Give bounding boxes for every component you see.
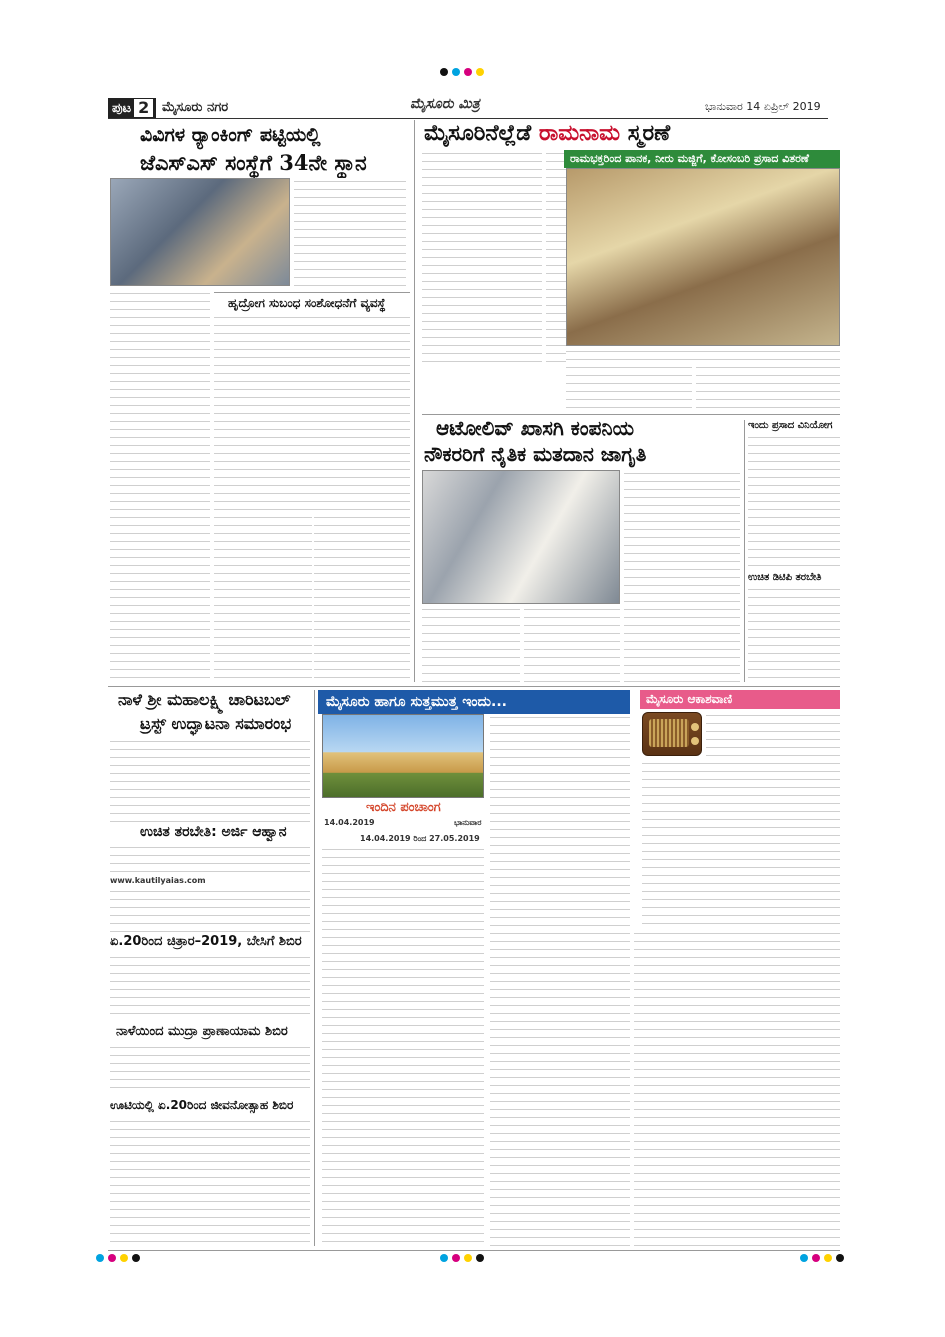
reg-dot-cyan [452,68,460,76]
registration-marks-bottom-right [800,1254,844,1262]
registration-marks-bottom-center [440,1254,484,1262]
story3-body-col3 [566,364,692,412]
story5-headline-2: ಟ್ರಸ್ಟ್ ಉದ್ಘಾಟನಾ ಸಮಾರಂಭ [140,714,292,733]
reg-dot-black-3 [476,1254,484,1262]
left-brief-1-body [110,844,310,874]
reg-dot-yellow-3 [464,1254,472,1262]
story4-body-col1 [624,470,740,682]
reg-dot-black [440,68,448,76]
issue-date: ಭಾನುವಾರ 14 ಏಪ್ರಿಲ್ 2019 [705,100,821,113]
page-badge [108,98,156,118]
story4-body-col3 [524,606,620,682]
left-brief-4-title: ಊಟಿಯಲ್ಲಿ ಏ.20ರಿಂದ ಜೀವನೋತ್ಸಾಹ ಶಿಬಿರ [110,1098,294,1112]
panchanga-range: 14.04.2019 ರಿಂದ 27.05.2019 [360,834,480,843]
radio-grille [649,719,689,747]
story1-body-col3 [314,514,410,682]
left-brief-4-body [110,1118,310,1246]
panchanga-title: ಇಂದಿನ ಪಂಚಾಂಗ [366,800,441,815]
left-brief-1-body-2 [110,888,310,932]
story3-body-col4 [696,364,840,412]
brief-prasada-title: ಇಂದು ಪ್ರಸಾದ ವಿನಿಯೋಗ [748,420,833,431]
left-brief-1-title: ಉಚಿತ ತರಬೇತಿ: ಅರ್ಜಿ ಆಹ್ವಾನ [140,824,287,840]
events-col2 [490,714,630,1246]
story4-headline-2: ನೌಕರರಿಗೆ ನೈತಿಕ ಮತದಾನ ಜಾಗೃತಿ [424,442,647,466]
story4-top-rule [422,414,840,415]
brief-dtp-title: ಉಚಿತ ಡಿಟಿಪಿ ತರಬೇತಿ [748,572,822,583]
mid-page-rule [108,686,840,687]
story1-photo [110,178,290,286]
left-brief-2-title: ಏ.20ರಿಂದ ಚಿತ್ರಾರ–2019, ಬೇಸಿಗೆ ಶಿಬಿರ [110,934,302,949]
reg-dot-cyan-3 [440,1254,448,1262]
story1-photo-caption [294,178,406,286]
story3-photo-caption [566,348,840,362]
reg-dot-magenta-3 [452,1254,460,1262]
story3-headline [424,120,670,146]
story1-headline-2: ಜೆಎಸ್‌ಎಸ್ ಸಂಸ್ಥೆಗೆ 34ನೇ ಸ್ಥಾನ [140,150,367,175]
reg-dot-yellow-2 [120,1254,128,1262]
registration-marks-top [440,68,484,76]
panchanga-date: 14.04.2019 [324,818,375,827]
story2-headline: ಹೃದ್ರೋಗ ಸುಬಂಧ ಸಂಶೋಧನೆಗೆ ವ್ಯವಸ್ಥೆ [228,296,386,310]
radio-knob-2 [691,737,699,745]
reg-dot-black-2 [132,1254,140,1262]
brief-dtp-body [748,586,840,682]
column-divider-3 [314,690,315,1246]
reg-dot-yellow [476,68,484,76]
story3-photo [566,168,840,346]
story1-body-col2 [214,514,312,682]
story3-headline-part2: ರಾಮನಾಮ [538,120,621,146]
reg-dot-cyan-2 [96,1254,104,1262]
story3-body-col1 [422,150,542,362]
reg-dot-yellow-4 [824,1254,832,1262]
radio-schedule-body [642,760,840,926]
column-divider-2 [744,420,745,682]
left-brief-url[interactable]: www.kautilyaias.com [110,876,206,885]
story4-photo [422,470,620,604]
header-rule [108,118,828,119]
story3-subhead: ರಾಮಭಕ್ತರಿಂದ ಪಾನಕ, ನೀರು ಮಜ್ಜಿಗೆ, ಕೋಸಂಬರಿ ಪ್ರಸಾದ ವಿತರಣೆ [564,150,840,168]
reg-dot-magenta-2 [108,1254,116,1262]
story5-body [110,738,310,822]
radio-title: ಮೈಸೂರು ಆಕಾಶವಾಣಿ [640,690,840,709]
story2-top-rule [214,292,410,293]
panchanga-day: ಭಾನುವಾರ [454,818,482,827]
story2-body [214,314,410,510]
story3-headline-part3: ಸ್ಮರಣೆ [627,120,671,146]
story4-headline-1: ಆಟೋಲಿವ್ ಖಾಸಗಿ ಕಂಪನಿಯ [436,416,635,440]
section-name: ಮೈಸೂರು ನಗರ [162,100,229,115]
reg-dot-black-4 [836,1254,844,1262]
reg-dot-magenta [464,68,472,76]
story4-body-col2 [422,606,520,682]
left-brief-3-body [110,1044,310,1094]
brief-prasada-body [748,434,840,568]
page-label: ಪುಟ [112,100,132,116]
events-col3 [634,930,840,1246]
masthead: ಮೈಸೂರು ಮಿತ್ರ [410,96,480,112]
story5-headline-1: ನಾಳೆ ಶ್ರೀ ಮಹಾಲಕ್ಷ್ಮಿ ಚಾರಿಟಬಲ್ [118,690,291,709]
left-brief-2-body [110,954,310,1020]
radio-schedule-col1 [706,712,840,758]
radio-knob-1 [691,723,699,731]
events-banner: ಮೈಸೂರು ಹಾಗೂ ಸುತ್ತಮುತ್ತ ಇಂದು... [318,690,630,714]
page-number: 2 [134,99,153,117]
bottom-rule [108,1250,840,1251]
events-col1 [322,870,484,1246]
left-brief-3-title: ನಾಳೆಯಿಂದ ಮುದ್ರಾ ಪ್ರಾಣಾಯಾಮ ಶಿಬಿರ [116,1024,288,1039]
panchanga-body [322,846,484,866]
reg-dot-cyan-4 [800,1254,808,1262]
palace-photo [322,714,484,798]
story1-body-col1 [110,290,210,682]
reg-dot-magenta-4 [812,1254,820,1262]
story3-headline-part1: ಮೈಸೂರಿನೆಲ್ಲೆಡೆ [424,120,532,146]
story1-headline-1: ವಿವಿಗಳ ರ‍್ಯಾಂಕಿಂಗ್ ಪಟ್ಟಿಯಲ್ಲಿ [140,124,321,146]
radio-icon [642,712,702,756]
registration-marks-bottom-left [96,1254,140,1262]
column-divider-1 [414,120,415,682]
